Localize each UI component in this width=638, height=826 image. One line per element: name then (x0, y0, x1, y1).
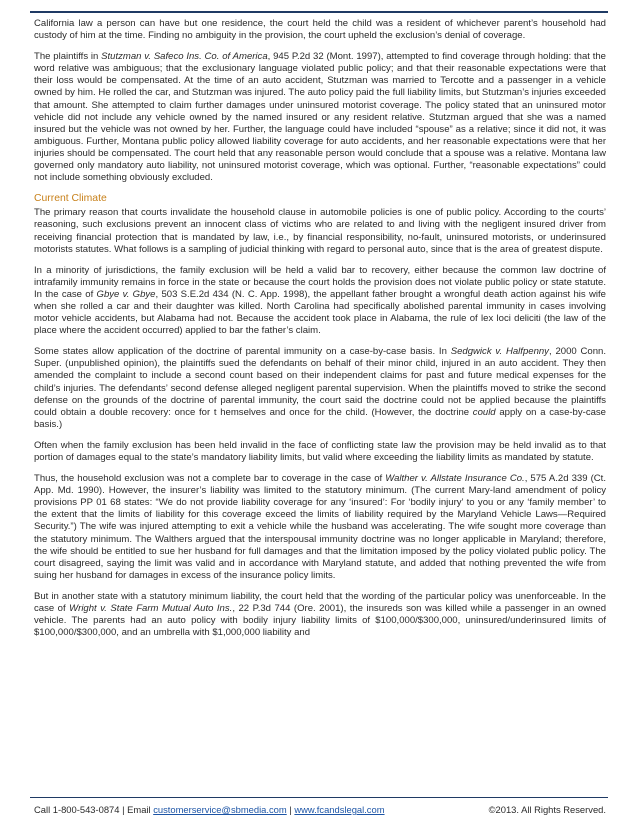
document-body (34, 18, 606, 648)
top-rule (30, 11, 608, 13)
case-name: Walther v. Allstate Insurance Co. (385, 473, 525, 485)
paragraph-public-policy: The primary reason that courts invalidate the household clause in automobile policies is one of public policy. According to the courts’ reasoning, such exclusions prevent an innocent class of victims who are related to and living with the negligent insured driver from receiving financial protection that is mandated by law, i.e., by financial responsibility, no-fault, uninsured motorists, or underinsured motorists statutes. What follows is a sampling of judicial thinking with regard to personal auto, since that is the area of greatest dispute. (34, 207, 606, 255)
paragraph-sedgwick: Some states allow application of the doctrine of parental immunity on a case-by-case basis. In Sedgwick v. Halfpenny, 2000 Conn. Super. (unpublished opinion), the plaintiffs sued the defendants on behalf of their minor child, injured in an auto accident. They then amended the complaint to include a second count based on their independent claims for past and future medical expenses for the child’s injuries. The defendants’ second defense alleged negligent parental supervision. When the plaintiffs moved to strike the second defense on the grounds of the doctrine of parental immunity, the court said the doctrine could not be applied because the plaintiffs could obtain a double recovery: once for t hemselves and once for the child. (However, the doctrine could apply on a case-by-case basis.) (34, 346, 606, 430)
case-name: Sedgwick v. Halfpenny (450, 346, 549, 358)
paragraph-invalid-exclusion: Often when the family exclusion has been held invalid in the face of conflicting state law the provision may be held invalid as to that portion of damages equal to the state’s mandatory liability limits, but valid where exceeding the liability limits as mandated by statute. (34, 439, 606, 463)
paragraph-stutzman: The plaintiffs in Stutzman v. Safeco Ins. Co. of America, 945 P.2d 32 (Mont. 1997), attempted to find coverage through holding: that the word relative was ambiguous; that the exclusionary language violated public policy; and that their reasonable expectations were that their loss would be compensated. At the time of an auto accident, Stutzman was married to Tercotte and a passenger in a vehicle owned by him. He rolled the car, and Stutzman was injured. The auto policy paid the full liability limits, but Stutzman’s injuries exceeded that amount. She attempted to claim further damages under uninsured motorist coverage. The policy stated that an uninsured motor vehicle did not include any vehicle owned by the named insured or any resident relative. Stutzman argued that she was a named insured but the vehicle was not owned by her. Further, the language could have included “spouse” as a relative; since it did not, it was ambiguous. Further, Montana public policy allowed liability coverage for auto accidents, and her reasonable expectations were that her injuries should be compensated. The court held that any reasonable person would conclude that a spouse was a relative. Montana law governed only mandatory auto liability, not uninsured motorist coverage, which was optional. Further, “reasonable expectations” could not include something obviously excluded. (34, 51, 606, 184)
website-link[interactable]: www.fcandslegal.com (294, 804, 385, 815)
case-name: Wright v. State Farm Mutual Auto Ins. (69, 603, 233, 615)
email-link[interactable]: customerservice@sbmedia.com (153, 804, 287, 815)
paragraph-gbye: In a minority of jurisdictions, the family exclusion will be held a valid bar to recovery, either because the common law doctrine of intrafamily immunity remains in force in the state or because the court holds the provision does not violate public policy or state statute. In the case of Gbye v. Gbye, 503 S.E.2d 434 (N. C. App. 1998), the appellant father brought a wrongful death action against his wife when she rolled a car and their daughter was killed. North Carolina had specifically abolished parental immunity in cases involving motor vehicle accidents, but Alabama had not. Because the accident took place in Alabama, the rule of lex loci deliciti (the law of the place where the accident occurred) applied to bar the father’s claim. (34, 264, 606, 337)
section-heading: Current Climate (34, 193, 107, 205)
paragraph-california: California law a person can have but one residence, the court held the child was a resident of whichever parent’s household had custody of him at the time. Finding no ambiguity in the provision, the court upheld the exclusion’s denial of coverage. (34, 18, 606, 42)
paragraph-walther: Thus, the household exclusion was not a complete bar to coverage in the case of Walther v. Allstate Insurance Co., 575 A.2d 339 (Ct. App. Md. 1990). However, the insurer’s liability was limited to the statutory minimum. (The current Mary-land amendment of policy provisions PP 01 68 states: “We do not provide liability coverage for any ‘insured’: For ‘bodily injury’ to you or any ‘family member’ to the extent that the limits of liability for this coverage exceed the limits of liability required by the Maryland Vehicle Laws—Required Security.”) The wife was injured attempting to exit a vehicle while the husband was accelerating. The wife sought more coverage than the statutory minimum. The Walthers argued that the interspousal immunity doctrine was no longer applicable in Maryland; therefore, the wife should be entitled to sue her husband for full damages and that the limitation imposed by the policy violated public policy. The court disagreed, saying the limit was valid and in accordance with Maryland statute, and added that nothing prevented the wife from suing her husband for damages in excess of the insurance policy limits. (34, 473, 606, 581)
emphasis-could: could (472, 406, 496, 418)
case-name: Stutzman v. Safeco Ins. Co. of America (101, 51, 268, 63)
phone-number: Call 1-800-543-0874 (34, 804, 120, 815)
case-name: Gbye v. Gbye (96, 288, 156, 300)
paragraph-wright: But in another state with a statutory minimum liability, the court held that the wording of the particular policy was unenforceable. In the case of Wright v. State Farm Mutual Auto Ins., 22 P.3d 744 (Ore. 2001), the insureds son was killed while a passenger in an owned vehicle. The parents had an auto policy with bodily injury liability limits of $100,000/$300,000, uninsured/underinsured limits of $100,000/$300,000, and an umbrella with $1,000,000 liability and (34, 590, 606, 639)
footer-contact: Call 1-800-543-0874 | Email customerservice@sbmedia.com | www.fcandslegal.com (34, 804, 385, 815)
copyright: ©2013. All Rights Reserved. (488, 804, 606, 815)
page-footer (30, 797, 608, 820)
